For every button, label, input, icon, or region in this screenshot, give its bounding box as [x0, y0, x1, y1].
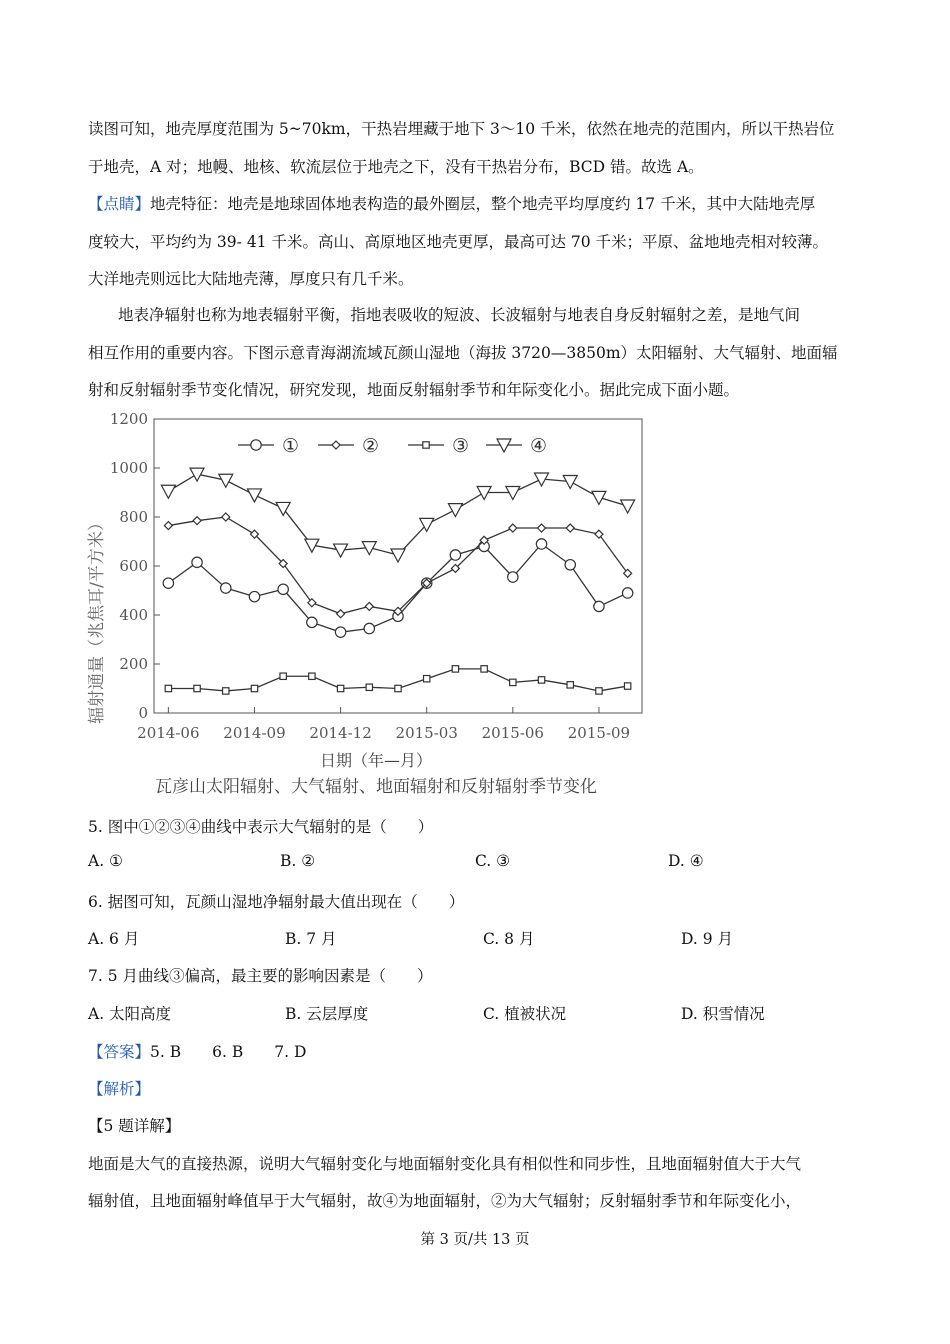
- series-3-point: [510, 679, 516, 685]
- series-3-point: [251, 685, 257, 691]
- series-3-point: [395, 685, 401, 691]
- q5-option-d[interactable]: D. ④: [668, 852, 704, 870]
- x-tick-label: 2015-03: [395, 724, 458, 742]
- q6-option-b[interactable]: B. 7 月: [285, 930, 337, 948]
- series-1-point: [622, 588, 632, 598]
- series-1-point: [536, 539, 546, 549]
- x-tick-label: 2014-09: [223, 724, 286, 742]
- q7-option-c[interactable]: C. 植被状况: [483, 1005, 567, 1023]
- answer-tag: 【答案】: [88, 1043, 151, 1061]
- series-3-point: [165, 685, 171, 691]
- series-3-point: [481, 666, 487, 672]
- y-axis-label: 辐射通量（兆焦耳/平方米）: [87, 514, 107, 724]
- legend-marker-2: [332, 441, 340, 449]
- question-6-stem: 6. 据图可知，瓦颜山湿地净辐射最大值出现在（ ）: [88, 893, 465, 911]
- answer-text: 5. B 6. B 7. D: [150, 1043, 307, 1061]
- series-3-point: [452, 666, 458, 672]
- series-3-point: [194, 685, 200, 691]
- q7-option-d[interactable]: D. 积雪情况: [681, 1005, 765, 1023]
- series-2-point: [509, 524, 517, 532]
- series-3-point: [424, 676, 430, 682]
- tip-line: [88, 192, 815, 214]
- series-3-point: [538, 677, 544, 683]
- y-tick-label: 0: [138, 704, 148, 722]
- y-tick-label: 600: [119, 557, 148, 575]
- series-2-point: [365, 602, 373, 610]
- q5-option-b[interactable]: B. ②: [280, 852, 316, 870]
- chart-series: [161, 468, 634, 694]
- series-4-point: [563, 475, 577, 488]
- chart-title: 瓦彦山太阳辐射、大气辐射、地面辐射和反射辐射季节变化: [155, 777, 597, 797]
- tip-text: 地壳特征：地壳是地球固体地表构造的最外圈层，整个地壳平均厚度约 17 千米，其中大陆地壳厚: [150, 195, 816, 213]
- series-4-point: [592, 491, 606, 504]
- paragraph-line: 度较大，平均约为 39- 41 千米。高山、高原地区地壳更厚，最高可达 70 千米；平原、盆地地壳相对较薄。: [88, 233, 829, 251]
- series-4-point: [334, 544, 348, 557]
- detail-line: 辐射值，且地面辐射峰值早于大气辐射，故④为地面辐射，②为大气辐射；反射辐射季节和年际变化小，: [88, 1192, 802, 1210]
- detail-line: 地面是大气的直接热源，说明大气辐射变化与地面辐射变化具有相似性和同步性，且地面辐射值大于大气: [88, 1155, 802, 1173]
- question-5-stem: 5. 图中①②③④曲线中表示大气辐射的是（ ）: [88, 818, 434, 836]
- paragraph-line: 于地壳，A 对；地幔、地核、软流层位于地壳之下，没有干热岩分布，BCD 错。故选 A。: [88, 158, 704, 176]
- intro-line: 相互作用的重要内容。下图示意青海湖流域瓦颜山湿地（海拔 3720—3850m）太阳辐射、大气辐射、地面辐: [88, 344, 838, 362]
- radiation-line-chart: [80, 405, 680, 800]
- series-1-point: [565, 560, 575, 570]
- legend-label-1: ①: [282, 435, 300, 457]
- series-2-point: [538, 524, 546, 532]
- series-4-point: [448, 504, 462, 517]
- y-tick-label: 400: [119, 606, 148, 624]
- analysis-tag: 【解析】: [88, 1080, 151, 1098]
- x-tick-label: 2014-12: [309, 724, 372, 742]
- paragraph-line: 读图可知，地壳厚度范围为 5~70km，干热岩埋藏于地下 3～10 千米，依然在地壳的范围内，所以干热岩位: [88, 120, 835, 138]
- series-1-point: [221, 583, 231, 593]
- series-1-point: [594, 601, 604, 611]
- series-1-point: [307, 617, 317, 627]
- q6-option-d[interactable]: D. 9 月: [681, 930, 734, 948]
- q5-option-c[interactable]: C. ③: [475, 852, 511, 870]
- series-1-point: [450, 550, 460, 560]
- series-1-point: [163, 578, 173, 588]
- series-3-point: [366, 684, 372, 690]
- series-1-point: [192, 557, 202, 567]
- legend-marker-3: [423, 442, 429, 448]
- series-line-2: [168, 517, 627, 614]
- q6-option-c[interactable]: C. 8 月: [483, 930, 535, 948]
- y-tick-label: 1200: [109, 410, 148, 428]
- x-tick-label: 2015-09: [567, 724, 631, 742]
- q7-option-a[interactable]: A. 太阳高度: [88, 1005, 172, 1023]
- series-1-point: [335, 627, 345, 637]
- series-2-point: [337, 610, 345, 618]
- series-1-point: [508, 572, 518, 582]
- x-tick-label: 2015-06: [481, 724, 544, 742]
- tip-tag: 【点睛】: [88, 195, 151, 213]
- intro-line: 射和反射辐射季节变化情况，研究发现，地面反射辐射季节和年际变化小。据此完成下面小题。: [88, 381, 740, 399]
- question-7-stem: 7. 5 月曲线③偏高，最主要的影响因素是（ ）: [88, 967, 433, 985]
- series-1-point: [278, 584, 288, 594]
- series-2-point: [566, 524, 574, 532]
- series-4-point: [161, 485, 175, 498]
- series-2-point: [222, 513, 230, 521]
- series-3-point: [596, 688, 602, 694]
- series-4-point: [276, 502, 290, 515]
- series-4-point: [247, 489, 261, 502]
- series-3-point: [309, 673, 315, 679]
- chart-ticks: [110, 410, 630, 742]
- x-axis-label: 日期（年—月）: [319, 751, 433, 770]
- series-1-point: [249, 591, 259, 601]
- detail-tag: 【5 题详解】: [88, 1117, 181, 1135]
- q7-option-b[interactable]: B. 云层厚度: [285, 1005, 369, 1023]
- page-footer: 第 3 页/共 13 页: [420, 1232, 530, 1248]
- series-1-point: [364, 623, 374, 633]
- x-tick-label: 2014-06: [137, 724, 200, 742]
- legend-label-3: ③: [452, 435, 470, 457]
- series-3-point: [223, 688, 229, 694]
- legend-marker-1: [251, 440, 261, 450]
- series-4-point: [219, 474, 233, 487]
- series-4-point: [391, 549, 405, 562]
- series-2-point: [193, 517, 201, 525]
- answer-line: [88, 1040, 306, 1062]
- y-tick-label: 1000: [109, 459, 148, 477]
- q6-option-a[interactable]: A. 6 月: [88, 930, 140, 948]
- y-tick-label: 800: [119, 508, 148, 526]
- legend-label-2: ②: [362, 435, 380, 457]
- legend-label-4: ④: [530, 435, 548, 457]
- q5-option-a[interactable]: A. ①: [88, 852, 123, 870]
- series-3-point: [624, 683, 630, 689]
- series-3-point: [280, 673, 286, 679]
- y-tick-label: 200: [119, 655, 148, 673]
- series-3-point: [337, 685, 343, 691]
- chart-legend: [238, 435, 547, 457]
- paragraph-line: 大洋地壳则远比大陆地壳薄，厚度只有几千米。: [88, 270, 414, 288]
- series-4-point: [621, 500, 635, 513]
- intro-line: 地表净辐射也称为地表辐射平衡，指地表吸收的短波、长波辐射与地表自身反射辐射之差，是地气间: [118, 306, 801, 324]
- series-2-point: [164, 522, 172, 530]
- series-line-4: [168, 474, 627, 555]
- series-3-point: [567, 682, 573, 688]
